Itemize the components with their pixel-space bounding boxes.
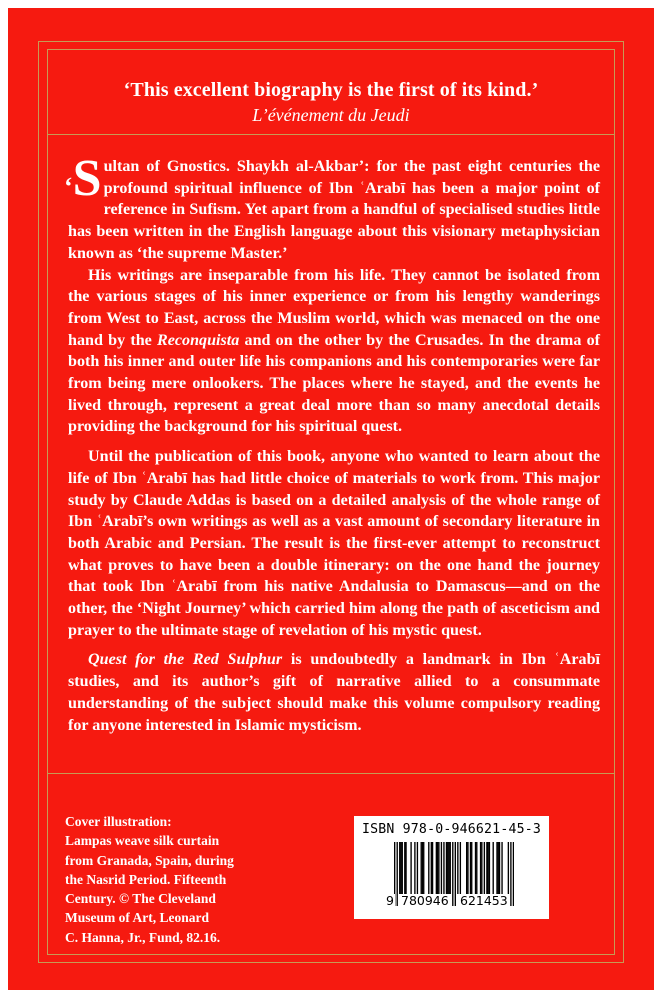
barcode-bar bbox=[399, 842, 400, 894]
barcode-bar bbox=[499, 842, 500, 894]
barcode-bar bbox=[448, 842, 449, 894]
isbn-barcode bbox=[354, 816, 549, 919]
barcode-bar bbox=[400, 842, 401, 894]
barcode-bar bbox=[421, 842, 422, 894]
barcode-bar bbox=[481, 842, 482, 894]
barcode-bar bbox=[510, 842, 511, 906]
credit-line: the Nasrid Period. Fifteenth bbox=[65, 871, 227, 887]
blurb-paragraph-4: Quest for the Red Sulphur is undoubtedly a landmark in Ibn ʿArabī studies, and its author’s gift of narrative allied to a consummate understanding of the subject should make this volume compulsory reading for anyone interested in Islamic mysticism. bbox=[68, 651, 600, 734]
barcode-bar bbox=[470, 842, 471, 894]
header-divider bbox=[47, 134, 614, 135]
barcode-bar bbox=[447, 842, 448, 894]
barcode-bar bbox=[450, 842, 451, 894]
barcode-bar bbox=[410, 842, 411, 894]
book-back-cover bbox=[8, 8, 654, 990]
barcode-bar bbox=[437, 842, 438, 894]
credit-line: Century. © The Cleveland bbox=[65, 891, 216, 907]
credit-line: Lampas weave silk curtain bbox=[65, 833, 220, 849]
barcode-bar bbox=[402, 842, 403, 894]
barcode-bar bbox=[493, 842, 494, 894]
barcode-bar bbox=[422, 842, 423, 894]
barcode-bar bbox=[423, 842, 424, 894]
review-quote: ‘This excellent biography is the first of its kind.’ bbox=[123, 79, 539, 101]
credit-line: from Granada, Spain, during bbox=[65, 852, 234, 868]
isbn-label: ISBN 978-0-946621-45-3 bbox=[361, 822, 542, 837]
blurb-paragraph-2: His writings are inseparable from his life. They cannot be isolated from the various stages of his inner experience or from his lengthy wanderings from West to East, across the Muslim world, which was menaced on the one hand by the Reconquista and on the other by the Crusades. In the drama of both his inner and outer life his companions and his contemporaries were far from being mere onlookers. The places where he stayed, and the events he lived through, represent a great deal more than so many anecdotal details providing the background for his spiritual quest. bbox=[68, 266, 600, 436]
barcode-bar bbox=[397, 842, 398, 906]
barcode-bar bbox=[496, 842, 497, 894]
barcode-bar bbox=[414, 842, 415, 894]
italic-term: Reconquista bbox=[157, 331, 240, 349]
barcode-bar bbox=[405, 842, 406, 894]
ean-first-digit: 9 bbox=[386, 893, 394, 908]
barcode-bar bbox=[452, 842, 453, 906]
barcode-bar bbox=[436, 842, 437, 894]
barcode-bar bbox=[480, 842, 481, 894]
barcode-bar bbox=[471, 842, 472, 894]
barcode-bar bbox=[432, 842, 433, 894]
footer-divider bbox=[47, 773, 614, 774]
book-title: Quest for the Red Sulphur bbox=[88, 651, 283, 669]
barcode-bar bbox=[438, 842, 439, 894]
ean-left-digits: 780946 bbox=[401, 893, 449, 908]
credit-line: C. Hanna, Jr., Fund, 82.16. bbox=[65, 929, 221, 945]
barcode-bar bbox=[467, 842, 468, 894]
blurb-text bbox=[64, 150, 600, 736]
barcode-bar bbox=[466, 842, 467, 894]
credit-line: Museum of Art, Leonard bbox=[65, 910, 209, 926]
barcode-bar bbox=[441, 842, 442, 894]
barcode-bar bbox=[457, 842, 458, 894]
barcode-bar bbox=[498, 842, 499, 894]
barcode-bar bbox=[484, 842, 485, 894]
barcode-bar bbox=[428, 842, 429, 894]
barcode-bar bbox=[487, 842, 488, 894]
barcode-bar bbox=[486, 842, 487, 894]
barcode-bar bbox=[404, 842, 405, 894]
blurb-paragraph-3: Until the publication of this book, anyone who wanted to learn about the life of Ibn ʿArabī has had little choice of materials to work from. This major study by Claude Addas is based on a detailed analysis of the whole range of Ibn ʿArabī’s own writings as well as a vast amount of secondary literature in both Arabic and Persian. The result is the first-ever attempt to reconstruct what proves to have been a double itinerary: on the one hand the journey that took Ibn ʿArabī from his native Andalusia to Damascus—and on the other, the ‘Night Journey’ which carried him along the path of asceticism and prayer to the ultimate stage of revelation of his mystic quest. bbox=[68, 448, 600, 639]
barcode-bar bbox=[446, 842, 447, 894]
barcode-bar bbox=[417, 842, 418, 894]
barcode-bar bbox=[460, 842, 461, 894]
barcode-bar bbox=[508, 842, 509, 894]
barcode-bar bbox=[455, 842, 456, 906]
ean-right-digits: 621453 bbox=[460, 893, 508, 908]
review-attribution: L’événement du Jeudi bbox=[252, 105, 410, 125]
blurb-paragraph-1: ‘S ultan of Gnostics. Shaykh al-Akbar’: for the past eight centuries the profound spiritual influence of Ibn ʿArabī has been a major point of reference in Sufism. Yet apart from a handful of specialised studies little has been written in the English language about this visionary metaphysician known as ‘the supreme Master.’ bbox=[64, 150, 600, 262]
barcode-bar bbox=[476, 842, 477, 894]
cover-illustration-credit bbox=[65, 812, 265, 947]
barcode-bar bbox=[489, 842, 490, 894]
drop-cap: ‘S bbox=[64, 150, 102, 207]
barcode-bar bbox=[443, 842, 444, 894]
barcode-bar bbox=[513, 842, 514, 906]
barcode-bar bbox=[475, 842, 476, 894]
barcode-bar bbox=[431, 842, 432, 894]
credit-line: Cover illustration: bbox=[65, 814, 172, 829]
barcode-bar bbox=[501, 842, 502, 894]
